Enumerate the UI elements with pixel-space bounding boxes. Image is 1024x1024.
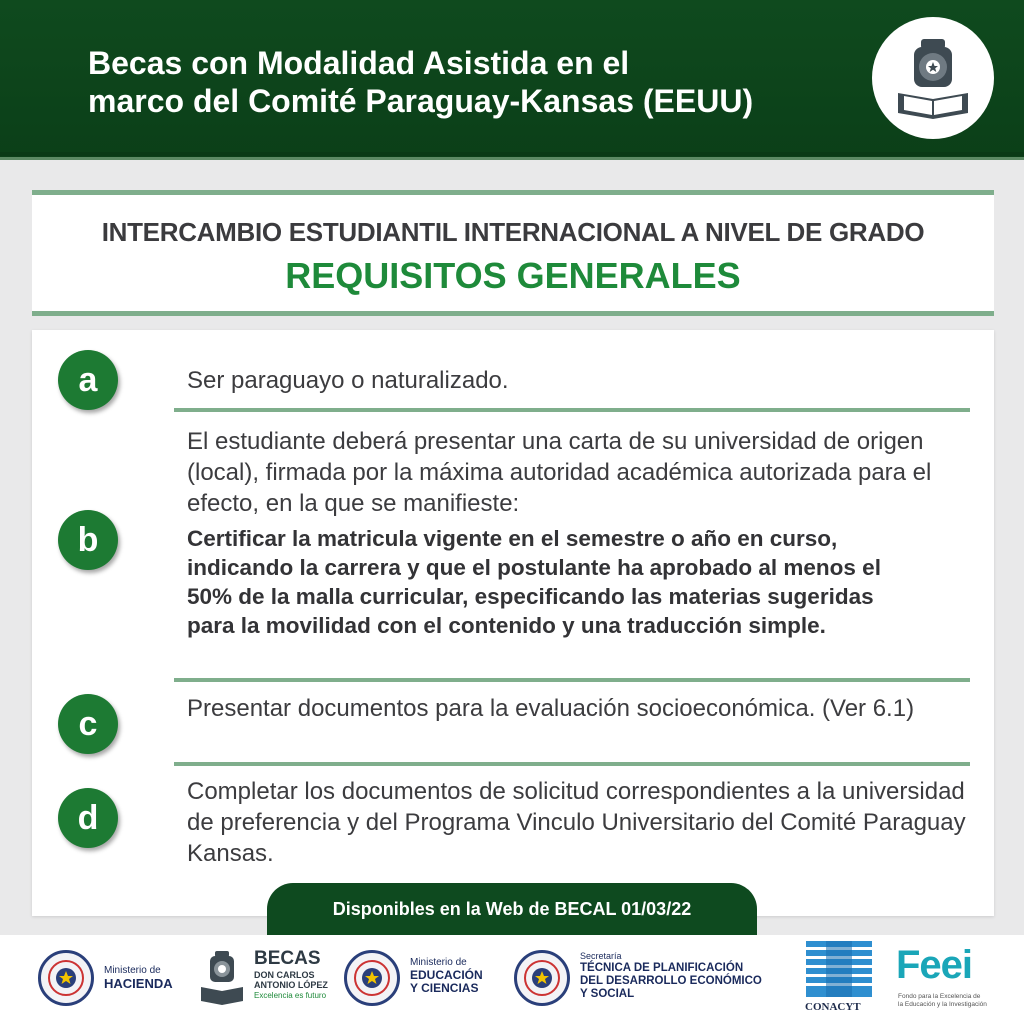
header-title-line2: marco del Comité Paraguay-Kansas (EEUU)	[88, 83, 754, 119]
sponsor-logos	[0, 935, 1024, 1024]
title-band	[32, 190, 994, 316]
conacyt-name: CONACYT	[805, 1001, 861, 1013]
becal-train-book-icon	[888, 33, 978, 123]
requirement-b-bold-text: Certificar la matricula vigente en el semestre o año en curso, indicando la carrera y que el postulante ha aprobado al menos el 50% de la malla curricular, especificando las materias sugeridas para la movilidad con el contenido y una traducción simple.	[187, 526, 881, 638]
educacion-line1: EDUCACIÓN	[410, 968, 483, 982]
becas-train-icon	[198, 949, 246, 1005]
requirement-c-text: Presentar documentos para la evaluación socioeconómica. (Ver 6.1)	[187, 695, 915, 722]
paraguay-seal-icon	[38, 950, 94, 1006]
becal-logo	[872, 17, 994, 139]
paraguay-seal-icon	[514, 950, 570, 1006]
becas-sub2: ANTONIO LÓPEZ	[254, 980, 328, 990]
educacion-small: Ministerio de	[410, 957, 467, 968]
paraguay-seal-icon	[344, 950, 400, 1006]
requirement-d-badge: d	[58, 788, 118, 848]
requirements-card	[32, 330, 994, 916]
stp-line1: TÉCNICA DE PLANIFICACIÓN	[580, 962, 744, 974]
requirement-d-text: Completar los documentos de solicitud correspondientes a la universidad de preferencia y del Programa Vinculo Universitario del Comité Paraguay Kansas.	[187, 778, 966, 867]
header-divider-light	[0, 157, 1024, 160]
conacyt-logo-icon	[806, 941, 872, 997]
hacienda-small: Ministerio de	[104, 965, 161, 976]
stp-line3: Y SOCIAL	[580, 988, 635, 1000]
requirement-a-badge: a	[58, 350, 118, 410]
requirement-divider	[174, 408, 970, 412]
feei-line1: Fondo para la Excelencia de	[898, 993, 981, 1000]
banner-title: REQUISITOS GENERALES	[285, 255, 741, 296]
feei-line2: la Educación y la Investigación	[898, 1001, 987, 1008]
becas-sub1: DON CARLOS	[254, 970, 315, 980]
header-bar	[0, 0, 1024, 160]
educacion-line2: Y CIENCIAS	[410, 981, 479, 995]
availability-banner: Disponibles en la Web de BECAL 01/03/22	[267, 883, 757, 935]
requirement-divider	[174, 762, 970, 766]
requirement-a-text: Ser paraguayo o naturalizado.	[187, 367, 509, 394]
hacienda-big: HACIENDA	[104, 976, 173, 991]
stp-line2: DEL DESARROLLO ECONÓMICO	[580, 975, 762, 987]
requirement-c-badge: c	[58, 694, 118, 754]
stp-small: Secretaría	[580, 951, 622, 961]
header-divider-dark	[0, 152, 1024, 156]
feei-name: Feei	[896, 943, 973, 987]
header-title-line1: Becas con Modalidad Asistida en el	[88, 45, 630, 81]
becas-title: BECAS	[254, 948, 321, 969]
header-title	[88, 44, 848, 120]
banner-subtitle: INTERCAMBIO ESTUDIANTIL INTERNACIONAL A NIVEL DE GRADO	[101, 217, 925, 247]
becas-tagline: Excelencia es futuro	[254, 991, 327, 1000]
requirement-b-text: El estudiante deberá presentar una carta de su universidad de origen (local), firmada por la máxima autoridad académica autorizada para el efecto, en la que se manifieste:	[187, 428, 932, 517]
requirement-divider	[174, 678, 970, 682]
requirement-b-badge: b	[58, 510, 118, 570]
